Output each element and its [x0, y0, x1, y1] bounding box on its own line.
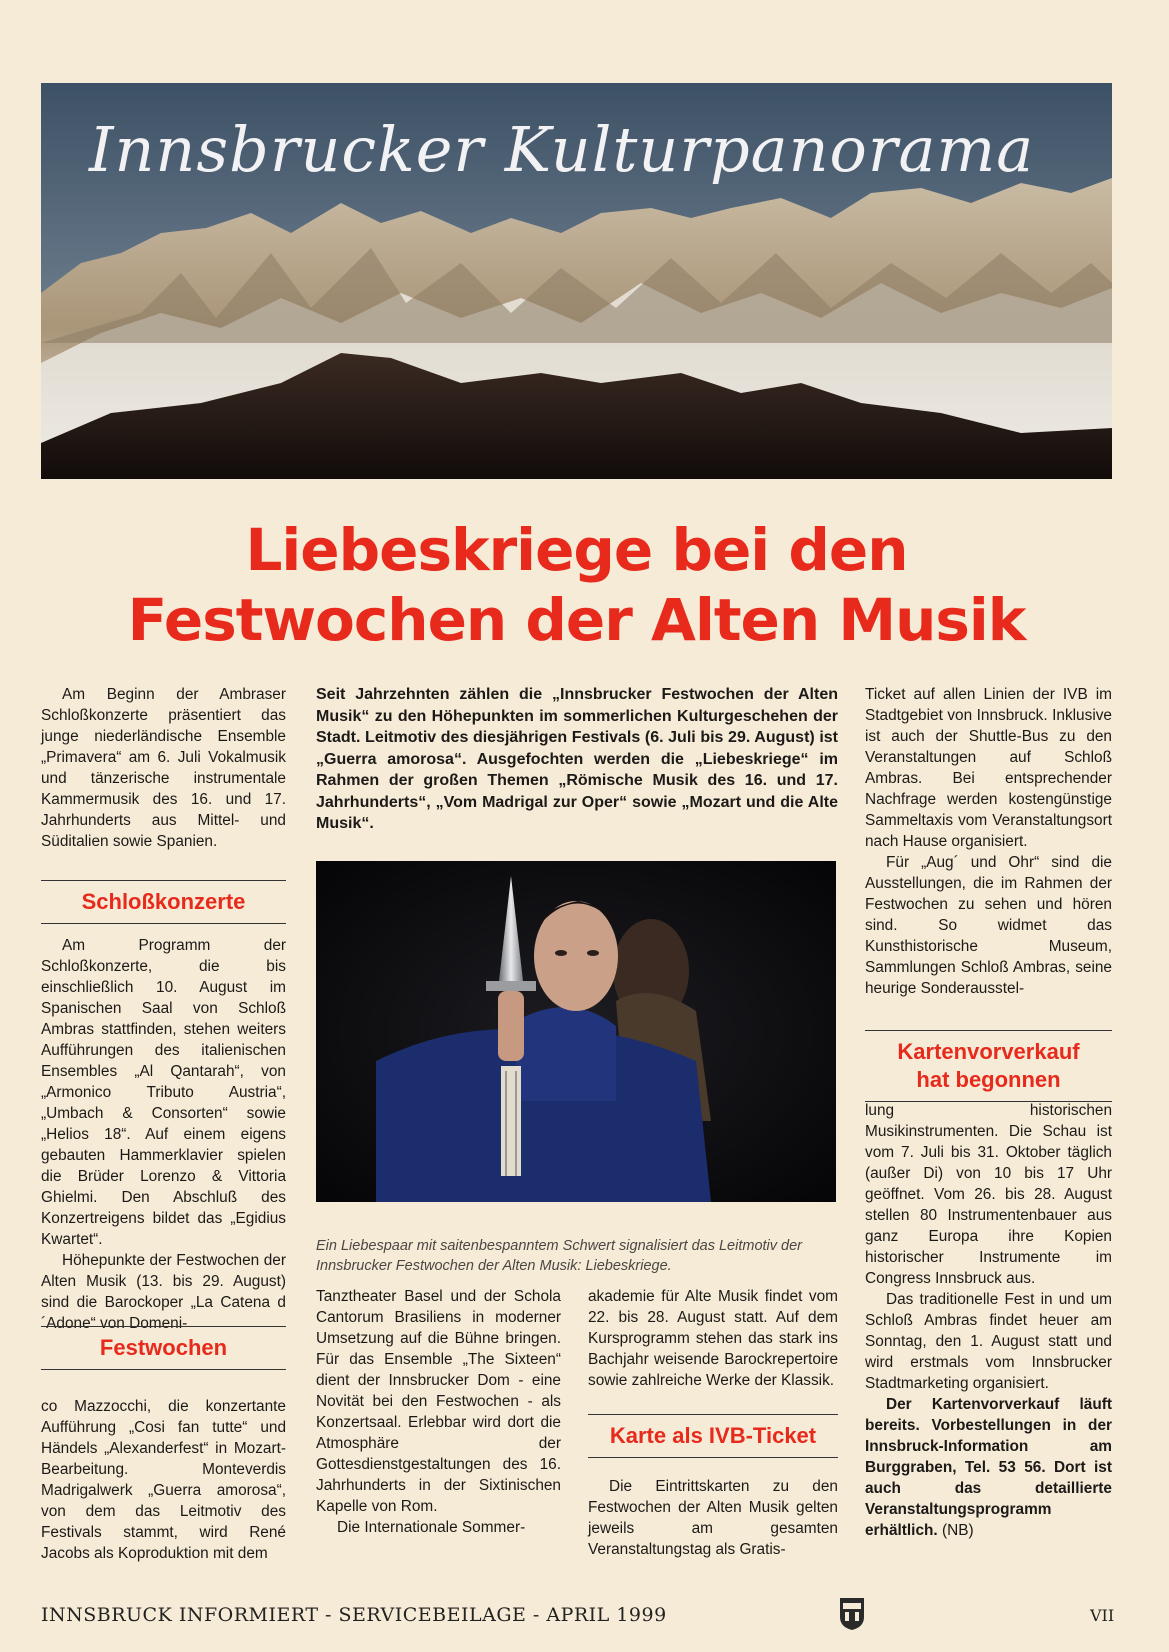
subhead-line-1: Kartenvorverkauf — [897, 1039, 1080, 1064]
photo-couple-with-sword — [316, 861, 836, 1202]
subhead-festwochen: Festwochen — [41, 1326, 286, 1370]
headline-line-2: Festwochen der Alten Musik — [127, 586, 1026, 654]
column-1-intro — [41, 684, 286, 852]
page-number: VII — [1090, 1606, 1115, 1625]
paragraph: lung historischen Musikinstrumenten. Die Schau ist vom 7. Juli bis 31. Oktober täglich (außer Di) von 10 bis 17 Uhr geöffnet. Vom 26. bis 28. August stellen 80 Instrumentenbauer aus ganz Europa ihre Kopien historischer Instrumente im Congress Innsbruck aus. — [865, 1102, 1112, 1287]
paragraph: Das traditionelle Fest in und um Schloß Ambras findet heuer am Sonntag, den 1. August statt und wird erstmals vom Innsbrucker Stadtmarketing organisiert. — [865, 1291, 1112, 1392]
author-initials: (NB) — [937, 1522, 974, 1539]
closing-paragraph — [865, 1394, 1112, 1541]
column-4-body — [865, 684, 1112, 999]
paragraph: Am Beginn der Ambraser Schloßkonzerte präsentiert das junge niederländische Ensemble „Primavera“ am 6. Juli Vokalmusik und tänzerische instrumentale Kammermusik des 16. und 17. Jahrhunderts aus Mittel- und Süditalien sowie Spanien. — [41, 686, 286, 850]
article-photo — [316, 861, 836, 1202]
photo-caption: Ein Liebespaar mit saitenbespanntem Schwert signalisiert das Leitmotiv der Innsbrucker Festwochen der Alten Musik: Liebeskriege. — [316, 1238, 802, 1274]
subhead-schlosskonzerte: Schloßkonzerte — [41, 880, 286, 924]
banner-title: Innsbrucker Kulturpanorama — [89, 113, 1035, 186]
paragraph: Die Eintrittskarten zu den Festwochen der Alten Musik gelten jeweils am gesamten Veranstaltungstag als Gratis- — [588, 1478, 838, 1558]
subhead-kartenvorverkauf — [865, 1030, 1112, 1102]
article-headline — [41, 515, 1112, 655]
footer-publication: INNSBRUCK INFORMIERT - SERVICEBEILAGE - APRIL 1999 — [41, 1604, 667, 1626]
paragraph: Höhepunkte der Festwochen der Alten Musik (13. bis 29. August) sind die Barockoper „La Catena d´Adone“ von Domeni- — [41, 1252, 286, 1332]
column-3-tail — [588, 1476, 838, 1560]
paragraph: Tanztheater Basel und der Schola Cantorum Brasiliens in moderner Umsetzung auf die Bühne bringen. Für das Ensemble „The Sixteen“ dient der Innsbrucker Dom - eine Novität bei den Festwochen - als Konzertsaal. Erlebbar wird dort die Atmosphäre der Gottesdienstgestaltungen des 16. Jahrhunderts in der Sixtinischen Kapelle von Rom. — [316, 1288, 561, 1515]
paragraph: co Mazzocchi, die konzertante Aufführung „Cosi fan tutte“ und Händels „Alexanderfest“ in Mozart-Bearbeitung. Monteverdis Madrigalwerk „Guerra amorosa“, von dem das Leitmotiv des Festivals stammt, wird René Jacobs als Koproduktion mit dem — [41, 1398, 286, 1562]
headline-line-1: Liebeskriege bei den — [245, 516, 908, 584]
paragraph: Ticket auf allen Linien der IVB im Stadtgebiet von Innsbruck. Inklusive ist auch der Shuttle-Bus zu den Veranstaltungen auf Schloß Ambras. Bei entsprechender Nachfrage werden kostengünstige Sammeltaxis vom Veranstaltungsort nach Hause organisiert. — [865, 686, 1112, 850]
city-crest-icon — [839, 1597, 865, 1631]
column-1-tail — [41, 1396, 286, 1564]
subhead-line-2: hat begonnen — [916, 1067, 1061, 1092]
column-3-body — [588, 1286, 838, 1391]
column-2-body — [316, 1286, 561, 1538]
subhead-karte-ivb-ticket: Karte als IVB-Ticket — [588, 1414, 838, 1458]
banner-image — [41, 83, 1112, 479]
paragraph: Für „Aug´ und Ohr“ sind die Ausstellungen, die im Rahmen der Festwochen zu sehen und hören sind. So widmet das Kunsthistorische Museum, Sammlungen Schloß Ambras, seine heurige Sonderausstel- — [865, 854, 1112, 997]
column-4-tail — [865, 1100, 1112, 1541]
ticket-info-bold: Der Kartenvorverkauf läuft bereits. Vorbestellungen in der Innsbruck-Information am Burggraben, Tel. 53 56. Dort ist auch das detaillierte Veranstaltungsprogramm erhältlich. — [865, 1396, 1112, 1539]
paragraph: Die Internationale Sommer- — [337, 1519, 526, 1536]
paragraph: Am Programm der Schloßkonzerte, die bis einschließlich 10. August im Spanischen Saal von Schloß Ambras stattfinden, stehen weiters Aufführungen des italienischen Ensembles „Al Qantarah“, von „Armonico Tributo Austria“, „Umbach & Consorten“ sowie „Helios 18“. Auf einem eigens gebauten Hammerklavier spielen die Brüder Lorenzo & Vittoria Ghielmi. Den Abschluß des Konzertreigens bildet das „Egidius Kwartet“. — [41, 937, 286, 1248]
paragraph: akademie für Alte Musik findet vom 22. bis 28. August statt. Auf dem Kursprogramm stehen das stark ins Bachjahr weisende Barockrepertoire sowie zahlreiche Werke der Klassik. — [588, 1288, 838, 1389]
article-lead: Seit Jahrzehnten zählen die „Innsbrucker Festwochen der Alten Musik“ zu den Höhepunkten im sommerlichen Kulturgeschehen der Stadt. Leitmotiv des diesjährigen Festivals (6. Juli bis 29. August) ist „Guerra amorosa“. Ausgefochten werden die „Liebeskriege“ im Rahmen der großen Themen „Römische Musik des 16. und 17. Jahrhunderts“, „Vom Madrigal zur Oper“ sowie „Mozart und die Alte Musik“. — [316, 686, 838, 832]
column-1-body — [41, 935, 286, 1334]
